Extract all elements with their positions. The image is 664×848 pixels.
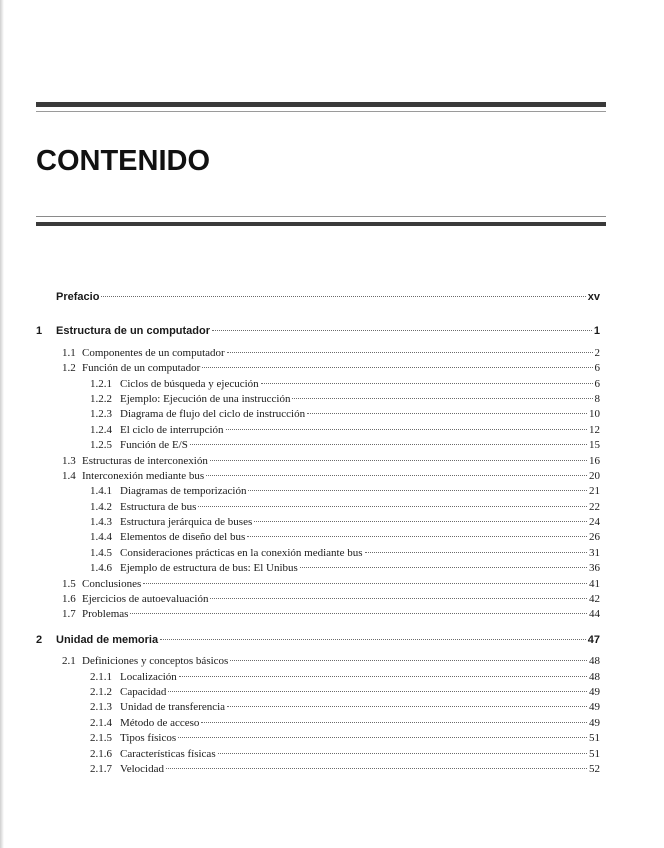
toc-preface-label: Prefacio bbox=[56, 291, 100, 303]
dot-leader bbox=[227, 706, 587, 707]
dot-leader bbox=[226, 429, 587, 430]
toc-subsection[interactable] bbox=[36, 685, 600, 700]
toc-section-title: Función de E/S bbox=[120, 439, 188, 452]
toc-section-title: Estructura de bus bbox=[120, 500, 197, 513]
toc-section-number: 1.4 bbox=[62, 469, 76, 482]
toc-section-title: Función de un computador bbox=[82, 362, 201, 375]
dot-leader bbox=[227, 352, 593, 353]
page-edge-shadow bbox=[0, 0, 4, 848]
toc-section-number: 1.6 bbox=[62, 593, 76, 606]
dot-leader bbox=[247, 536, 587, 537]
toc-section[interactable] bbox=[36, 361, 600, 376]
toc-page-number: 47 bbox=[587, 633, 600, 646]
toc-section-number: 2.1.1 bbox=[90, 670, 112, 683]
toc-section-number: 1.4.3 bbox=[90, 516, 112, 529]
top-rule-thin bbox=[36, 111, 606, 112]
toc-section-number: 2.1.2 bbox=[90, 685, 112, 698]
toc-chapter-title: Unidad de memoria bbox=[56, 633, 159, 646]
toc-subsection[interactable] bbox=[36, 423, 600, 438]
toc-section-title: Tipos físicos bbox=[120, 732, 177, 745]
toc-subsection[interactable] bbox=[36, 700, 600, 715]
toc-section-title: Estructura jerárquica de buses bbox=[120, 516, 253, 529]
toc-subsection[interactable] bbox=[36, 546, 600, 561]
toc-chapter[interactable] bbox=[36, 324, 600, 339]
toc-chapter[interactable] bbox=[36, 633, 600, 648]
toc-subsection[interactable] bbox=[36, 762, 600, 777]
toc-section-title: Ciclos de búsqueda y ejecución bbox=[120, 377, 259, 390]
toc-subsection[interactable] bbox=[36, 438, 600, 453]
toc-section-title: Método de acceso bbox=[120, 716, 200, 729]
toc-section-title: Elementos de diseño del bus bbox=[120, 531, 246, 544]
dot-leader bbox=[210, 460, 587, 461]
toc-section-title: Localización bbox=[120, 670, 177, 683]
toc-section-title: Interconexión mediante bus bbox=[82, 469, 205, 482]
toc-section-title: Características físicas bbox=[120, 747, 216, 760]
toc-section-number: 1.2.3 bbox=[90, 408, 112, 421]
toc-chapter-number: 1 bbox=[36, 325, 43, 338]
toc-page-number: 1 bbox=[593, 325, 600, 338]
toc-page-number: 16 bbox=[589, 454, 600, 467]
toc-section-number: 1.4.6 bbox=[90, 562, 112, 575]
toc-section-number: 1.2.1 bbox=[90, 377, 112, 390]
dot-leader bbox=[143, 583, 587, 584]
toc-page-number: 48 bbox=[589, 670, 600, 683]
toc-subsection[interactable] bbox=[36, 515, 600, 530]
dot-leader bbox=[218, 753, 587, 754]
toc-section-title: Ejercicios de autoevaluación bbox=[82, 593, 209, 606]
toc-section-title: Estructuras de interconexión bbox=[82, 454, 208, 467]
toc-section-number: 2.1.4 bbox=[90, 716, 112, 729]
toc-section-title: Componentes de un computador bbox=[82, 346, 225, 359]
toc-section-number: 1.4.5 bbox=[90, 546, 112, 559]
toc-page-number: 15 bbox=[589, 439, 600, 452]
toc-section-number: 2.1.3 bbox=[90, 701, 112, 714]
dot-leader bbox=[365, 552, 587, 553]
dot-leader bbox=[190, 444, 587, 445]
table-of-contents bbox=[36, 290, 600, 777]
title-rule-thick bbox=[36, 222, 606, 226]
toc-section[interactable] bbox=[36, 346, 600, 361]
toc-section[interactable] bbox=[36, 607, 600, 622]
toc-subsection[interactable] bbox=[36, 747, 600, 762]
toc-page-number: 12 bbox=[589, 423, 600, 436]
dot-leader bbox=[160, 639, 586, 640]
dot-leader bbox=[212, 330, 592, 331]
toc-section-number: 1.4.2 bbox=[90, 500, 112, 513]
dot-leader bbox=[230, 660, 587, 661]
top-rule-thick bbox=[36, 102, 606, 107]
toc-page-number: 48 bbox=[589, 655, 600, 668]
toc-section-number: 1.2.2 bbox=[90, 392, 112, 405]
toc-section-title: Problemas bbox=[82, 608, 129, 621]
toc-section-number: 1.2.4 bbox=[90, 423, 112, 436]
dot-leader bbox=[261, 383, 593, 384]
toc-section-title: Definiciones y conceptos básicos bbox=[82, 655, 229, 668]
toc-page-number: 51 bbox=[589, 747, 600, 760]
toc-page-number: 2 bbox=[594, 346, 600, 359]
toc-subsection[interactable] bbox=[36, 716, 600, 731]
toc-page-number: 26 bbox=[589, 531, 600, 544]
toc-chapter-title: Estructura de un computador bbox=[56, 325, 211, 338]
toc-page-number: 42 bbox=[589, 593, 600, 606]
toc-subsection[interactable] bbox=[36, 500, 600, 515]
toc-section-number: 1.5 bbox=[62, 577, 76, 590]
dot-leader bbox=[130, 613, 587, 614]
toc-page-number: 49 bbox=[589, 685, 600, 698]
title-rule-thin bbox=[36, 216, 606, 217]
toc-page-number: 41 bbox=[589, 577, 600, 590]
dot-leader bbox=[178, 737, 587, 738]
toc-subsection[interactable] bbox=[36, 407, 600, 422]
toc-section-number: 1.2 bbox=[62, 362, 76, 375]
toc-preface[interactable] bbox=[36, 290, 600, 305]
page-title: CONTENIDO bbox=[36, 145, 210, 177]
toc-section-number: 1.4.4 bbox=[90, 531, 112, 544]
toc-chapter-number: 2 bbox=[36, 633, 43, 646]
toc-page-number: 31 bbox=[589, 546, 600, 559]
toc-subsection[interactable] bbox=[36, 484, 600, 499]
toc-page-number: 8 bbox=[594, 392, 600, 405]
toc-section-number: 2.1.5 bbox=[90, 732, 112, 745]
dot-leader bbox=[307, 413, 587, 414]
toc-page-number: 24 bbox=[589, 516, 600, 529]
dot-leader bbox=[101, 296, 585, 297]
dot-leader bbox=[292, 398, 592, 399]
toc-section-number: 2.1 bbox=[62, 655, 76, 668]
toc-page-number: 10 bbox=[589, 408, 600, 421]
dot-leader bbox=[300, 567, 587, 568]
toc-section-title: Diagrama de flujo del ciclo de instrucción bbox=[120, 408, 306, 421]
toc-subsection[interactable] bbox=[36, 731, 600, 746]
dot-leader bbox=[206, 475, 587, 476]
toc-section-number: 1.7 bbox=[62, 608, 76, 621]
toc-section[interactable] bbox=[36, 577, 600, 592]
dot-leader bbox=[201, 722, 587, 723]
dot-leader bbox=[198, 506, 587, 507]
toc-section-title: Ejemplo: Ejecución de una instrucción bbox=[120, 392, 291, 405]
toc-page-number: 6 bbox=[594, 362, 600, 375]
toc-section-number: 1.3 bbox=[62, 454, 76, 467]
toc-section-number: 1.4.1 bbox=[90, 485, 112, 498]
toc-page-number: 49 bbox=[589, 716, 600, 729]
toc-section-number: 1.2.5 bbox=[90, 439, 112, 452]
dot-leader bbox=[166, 768, 587, 769]
toc-section[interactable] bbox=[36, 592, 600, 607]
toc-section-title: Diagramas de temporización bbox=[120, 485, 247, 498]
toc-section-title: Capacidad bbox=[120, 685, 167, 698]
toc-page-number: 49 bbox=[589, 701, 600, 714]
toc-section-title: Ejemplo de estructura de bus: El Unibus bbox=[120, 562, 298, 575]
toc-section-title: Velocidad bbox=[120, 762, 164, 775]
dot-leader bbox=[248, 490, 587, 491]
toc-section[interactable] bbox=[36, 454, 600, 469]
toc-section[interactable] bbox=[36, 654, 600, 669]
toc-page-number: 51 bbox=[589, 732, 600, 745]
toc-subsection[interactable] bbox=[36, 561, 600, 576]
toc-subsection[interactable] bbox=[36, 530, 600, 545]
dot-leader bbox=[210, 598, 587, 599]
toc-subsection[interactable] bbox=[36, 392, 600, 407]
toc-section-number: 2.1.6 bbox=[90, 747, 112, 760]
toc-section-title: El ciclo de interrupción bbox=[120, 423, 224, 436]
toc-page-number: 6 bbox=[594, 377, 600, 390]
toc-section-title: Unidad de transferencia bbox=[120, 701, 226, 714]
dot-leader bbox=[254, 521, 587, 522]
toc-page-number: 36 bbox=[589, 562, 600, 575]
toc-subsection[interactable] bbox=[36, 377, 600, 392]
dot-leader bbox=[202, 367, 592, 368]
toc-section[interactable] bbox=[36, 469, 600, 484]
toc-page-number: 22 bbox=[589, 500, 600, 513]
toc-section-number: 2.1.7 bbox=[90, 762, 112, 775]
toc-page-number: 44 bbox=[589, 608, 600, 621]
toc-page-number: xv bbox=[587, 291, 600, 303]
toc-subsection[interactable] bbox=[36, 670, 600, 685]
dot-leader bbox=[168, 691, 587, 692]
toc-section-title: Conclusiones bbox=[82, 577, 142, 590]
toc-page-number: 21 bbox=[589, 485, 600, 498]
toc-section-title: Consideraciones prácticas en la conexión mediante bus bbox=[120, 546, 363, 559]
dot-leader bbox=[179, 676, 587, 677]
toc-section-number: 1.1 bbox=[62, 346, 76, 359]
toc-page-number: 20 bbox=[589, 469, 600, 482]
toc-page-number: 52 bbox=[589, 762, 600, 775]
